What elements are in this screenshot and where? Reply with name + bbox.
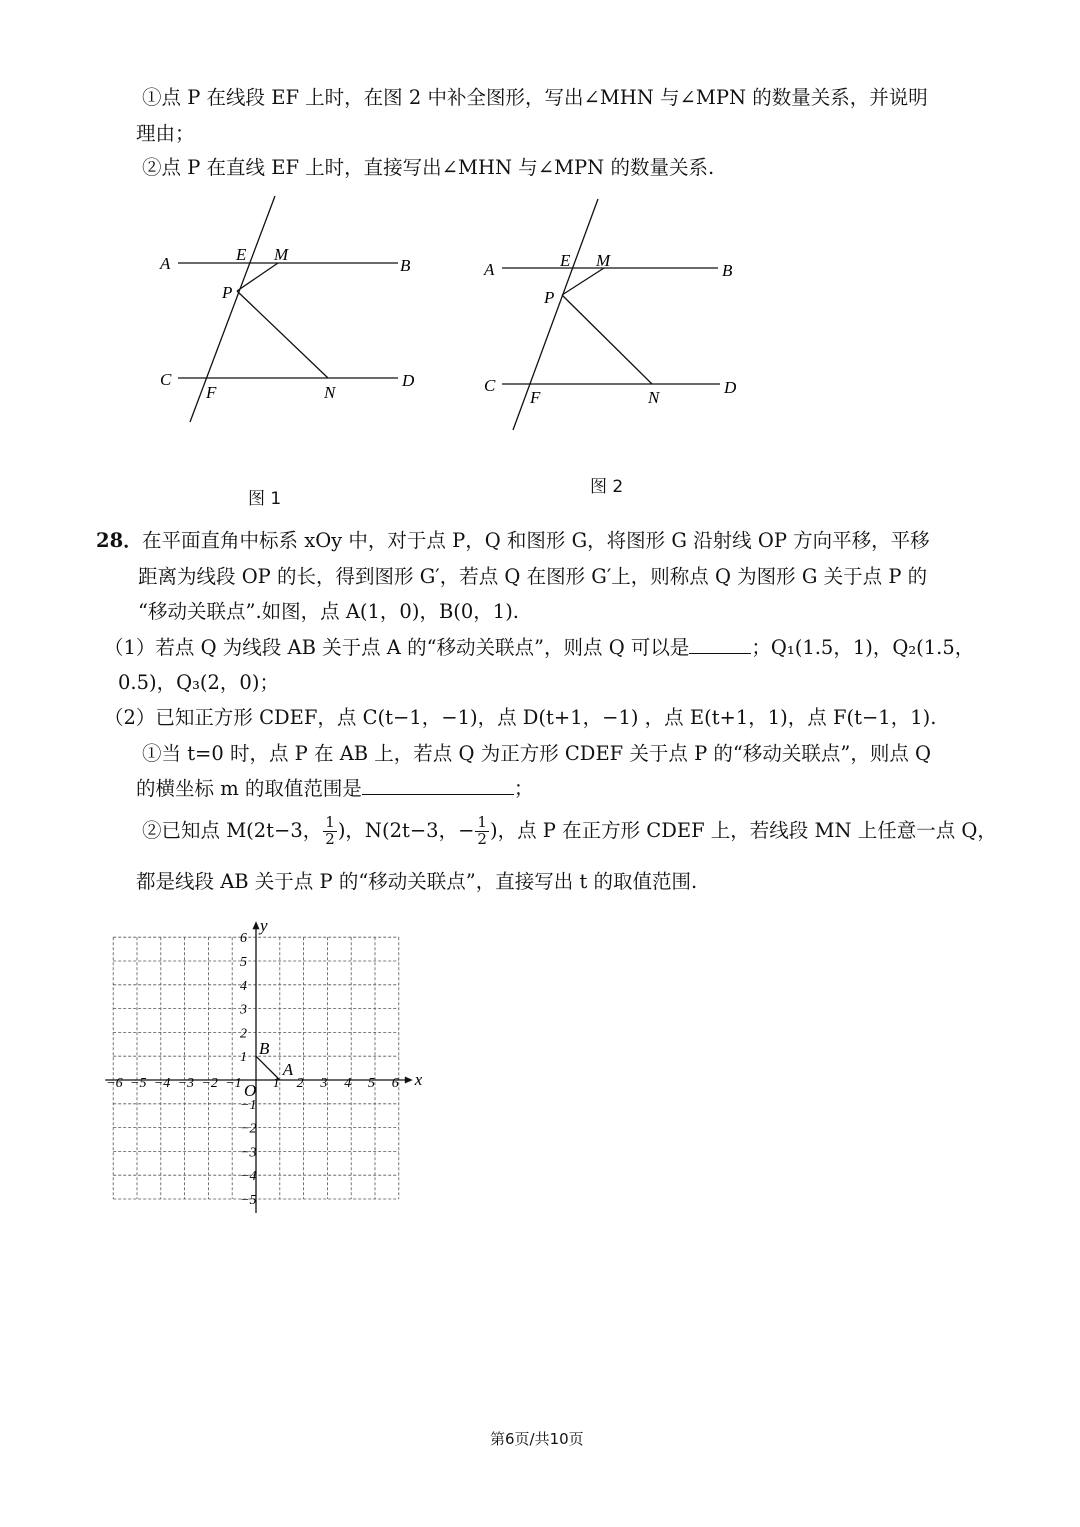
q28-part1-line2: 0.5)，Q₃(2，0)； bbox=[118, 671, 279, 694]
figure-1 bbox=[150, 190, 430, 440]
q28-part1-text-a: （1）若点 Q 为线段 AB 关于点 A 的“移动关联点”，则点 Q 可以是 bbox=[104, 636, 690, 659]
x-axis-label: x bbox=[414, 1070, 423, 1089]
x-tick-label: −1 bbox=[225, 1076, 242, 1091]
fraction-half-2 bbox=[475, 815, 489, 848]
y-tick-label: 1 bbox=[240, 1050, 247, 1066]
q28-sub2-line1 bbox=[142, 815, 997, 848]
q27-part1-line1: ①点 P 在线段 EF 上时，在图 2 中补全图形，写出∠MHN 与∠MPN 的数量关系，并说明 bbox=[142, 86, 928, 109]
fig2-label-a: A bbox=[484, 260, 495, 279]
y-tick-label: −5 bbox=[240, 1193, 257, 1208]
coordinate-grid bbox=[100, 910, 435, 1215]
point-b-label: B bbox=[259, 1039, 270, 1059]
x-tick-label: 6 bbox=[391, 1076, 399, 1091]
answer-blank-1[interactable] bbox=[689, 652, 751, 654]
fig1-label-m: M bbox=[274, 245, 289, 264]
figure-2-caption: 图 2 bbox=[590, 477, 624, 497]
point-a-label: A bbox=[282, 1060, 294, 1079]
fraction-denominator: 2 bbox=[477, 829, 487, 848]
x-tick-label: −4 bbox=[153, 1076, 171, 1091]
y-tick-label: 3 bbox=[240, 1002, 247, 1018]
y-tick-label: −3 bbox=[240, 1145, 257, 1161]
x-tick-label: −2 bbox=[201, 1076, 218, 1091]
x-tick-label: 3 bbox=[320, 1076, 328, 1091]
y-axis-arrow bbox=[253, 921, 260, 929]
x-tick-label: 1 bbox=[272, 1076, 280, 1091]
x-tick-label: 5 bbox=[368, 1076, 375, 1091]
fig2-label-c: C bbox=[484, 376, 496, 395]
fraction-denominator: 2 bbox=[325, 829, 335, 848]
fig2-label-f: F bbox=[530, 388, 541, 407]
y-axis-label: y bbox=[260, 916, 268, 936]
q28-sub2-text-c: )，点 P 在正方形 CDEF 上，若线段 MN 上任意一点 Q， bbox=[489, 818, 997, 842]
fig1-label-d: D bbox=[402, 371, 415, 390]
y-tick-label: 6 bbox=[240, 931, 247, 947]
fig2-label-m: M bbox=[596, 251, 611, 270]
fig2-label-b: B bbox=[722, 261, 733, 280]
fig2-label-p: P bbox=[544, 288, 555, 307]
segment-ab bbox=[256, 1056, 280, 1080]
x-tick-label: 2 bbox=[296, 1076, 304, 1091]
q28-sub1-text-a: 的横坐标 m 的取值范围是 bbox=[136, 777, 362, 800]
y-tick-label: −1 bbox=[240, 1097, 257, 1113]
q28-intro-line2: 距离为线段 OP 的长，得到图形 G′，若点 Q 在图形 G′上，则称点 Q 为图形 G 关于点 P 的 bbox=[138, 565, 928, 588]
fraction-numerator: 1 bbox=[477, 813, 487, 831]
fig1-label-e: E bbox=[236, 245, 247, 264]
q28-sub2-text-b: )，N(2t−3，− bbox=[337, 818, 475, 842]
x-tick-label: −3 bbox=[177, 1076, 195, 1091]
y-tick-label: −2 bbox=[240, 1121, 257, 1137]
fig2-label-e: E bbox=[560, 251, 571, 270]
fig1-label-a: A bbox=[160, 254, 171, 273]
x-tick-label: −5 bbox=[130, 1076, 147, 1091]
figure-2 bbox=[480, 195, 760, 440]
answer-blank-2[interactable] bbox=[362, 793, 514, 795]
q28-sub2-line2: 都是线段 AB 关于点 P 的“移动关联点”，直接写出 t 的取值范围. bbox=[136, 870, 698, 893]
page-footer: 第6页/共10页 bbox=[490, 1430, 584, 1448]
y-tick-label: −4 bbox=[240, 1169, 257, 1185]
q28-sub1-text-b: ； bbox=[513, 777, 534, 800]
fig2-label-d: D bbox=[724, 378, 737, 397]
q28-part1-line1 bbox=[104, 638, 974, 658]
fig1-label-p: P bbox=[222, 283, 233, 302]
fig1-label-c: C bbox=[160, 370, 172, 389]
fig2-label-n: N bbox=[648, 388, 660, 407]
origin-label: O bbox=[244, 1081, 257, 1100]
grid-axes bbox=[105, 921, 413, 1213]
fraction-half-1 bbox=[323, 815, 337, 848]
x-axis-arrow bbox=[405, 1077, 413, 1084]
q27-part2: ②点 P 在直线 EF 上时，直接写出∠MHN 与∠MPN 的数量关系. bbox=[142, 156, 715, 179]
fig1-label-n: N bbox=[324, 383, 336, 402]
q28-sub2-text-a: ②已知点 M(2t−3， bbox=[142, 818, 323, 842]
fig1-label-f: F bbox=[206, 383, 217, 402]
fraction-numerator: 1 bbox=[325, 813, 335, 831]
q28-part2-line1: （2）已知正方形 CDEF，点 C(t−1，−1)，点 D(t+1，−1) ，点 E(t+1，1)，点 F(t−1，1). bbox=[104, 706, 937, 729]
q28-part1-text-b: ；Q₁(1.5，1)，Q₂(1.5， bbox=[751, 636, 975, 659]
y-tick-label: 4 bbox=[240, 978, 247, 994]
x-tick-label: 4 bbox=[344, 1076, 352, 1091]
q27-part1-line2: 理由； bbox=[136, 122, 195, 145]
fig1-label-b: B bbox=[400, 256, 411, 275]
x-tick-label: −6 bbox=[106, 1076, 123, 1091]
y-tick-label: 5 bbox=[240, 955, 247, 970]
q28-sub1-line1: ①当 t=0 时，点 P 在 AB 上，若点 Q 为正方形 CDEF 关于点 P 的“移动关联点”，则点 Q bbox=[142, 742, 932, 765]
q28-intro-line1: 在平面直角中标系 xOy 中，对于点 P，Q 和图形 G，将图形 G 沿射线 OP 方向平移，平移 bbox=[142, 529, 930, 552]
q28-sub1-line2 bbox=[136, 779, 533, 799]
y-tick-label: 2 bbox=[240, 1026, 247, 1042]
q28-intro-line3: “移动关联点”.如图，点 A(1，0)，B(0，1). bbox=[138, 600, 520, 623]
grid-tick-labels bbox=[106, 931, 399, 1208]
q28-number: 28． bbox=[96, 529, 143, 552]
figure-1-caption: 图 1 bbox=[248, 489, 282, 509]
